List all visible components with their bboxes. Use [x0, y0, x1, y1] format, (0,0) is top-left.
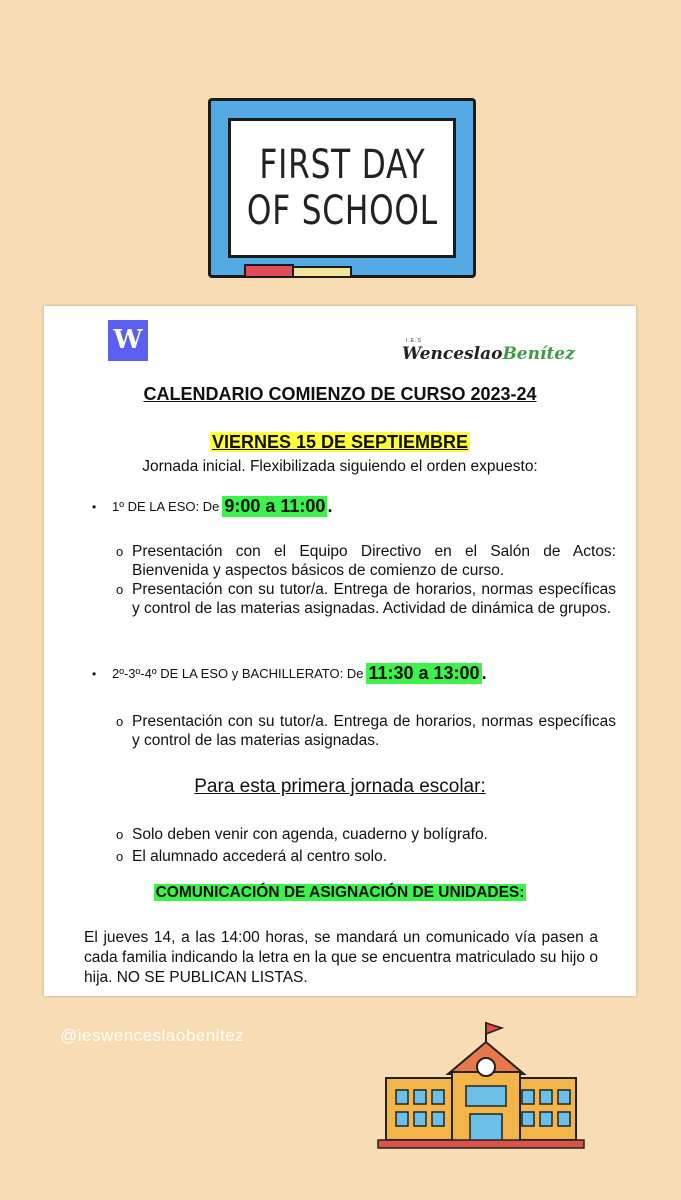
school-building-icon	[376, 1020, 586, 1160]
group-1-time: 9:00 a 11:00	[224, 496, 326, 516]
group-2-item-1: o Presentación con su tutor/a. Entrega de horarios, normas específicas y control de las materias asignadas.	[116, 713, 616, 749]
sticker-line-1: FIRST DAY	[258, 142, 426, 188]
chalk-red-icon	[244, 264, 294, 278]
section-item-1: o Solo deben venir con agenda, cuaderno y bolígrafo.	[116, 826, 488, 843]
first-day-of-school-sticker	[208, 98, 480, 290]
section-item-2: o El alumnado accederá al centro solo.	[116, 848, 388, 865]
date-heading: VIERNES 15 DE SEPTIEMBRE	[211, 432, 469, 452]
board-surface	[228, 118, 456, 258]
group-2-label: 2º-3º-4º DE LA ESO y BACHILLERATO: De	[112, 666, 364, 681]
group-2-row: • 2º-3º-4º DE LA ESO y BACHILLERATO: De 11:30 a 13:00 .	[92, 663, 487, 683]
calendar-document	[44, 306, 636, 996]
group-1-label: 1º DE LA ESO: De	[112, 499, 220, 514]
board-frame	[208, 98, 476, 278]
chalk-yellow-icon	[292, 266, 352, 278]
logo-school-name: WenceslaoBenítez	[402, 344, 575, 364]
ies-wenceslao-benitez-logo	[402, 338, 582, 370]
final-notice: El jueves 14, a las 14:00 horas, se mandará un comunicado vía pasen a cada familia indicando la letra en la que se encuentra matriculado su hijo o hija. NO SE PUBLICAN LISTAS.	[84, 929, 598, 986]
intro-text: Jornada inicial. Flexibilizada siguiendo el orden expuesto:	[142, 458, 538, 475]
sticker-line-2: OF SCHOOL	[246, 188, 438, 234]
school-logo-icon: W	[108, 320, 148, 368]
instagram-handle[interactable]: @ieswenceslaobenitez	[60, 1026, 245, 1045]
section-heading: Para esta primera jornada escolar:	[194, 776, 486, 797]
communication-heading: COMUNICACIÓN DE ASIGNACIÓN DE UNIDADES:	[155, 884, 525, 901]
logo-ies-label: I.E.S	[406, 338, 422, 344]
group-1-item-2: o Presentación con su tutor/a. Entrega de horarios, normas específicas y control de las materias asignadas. Actividad de dinámica de grupos.	[116, 581, 616, 617]
group-1-row: • 1º DE LA ESO: De 9:00 a 11:00 .	[92, 496, 333, 516]
group-1-item-1: o Presentación con el Equipo Directivo en el Salón de Actos: Bienvenida y aspectos básicos de comienzo de curso.	[116, 543, 616, 579]
document-title: CALENDARIO COMIENZO DE CURSO 2023-24	[143, 384, 537, 404]
group-2-time: 11:30 a 13:00	[368, 663, 480, 683]
